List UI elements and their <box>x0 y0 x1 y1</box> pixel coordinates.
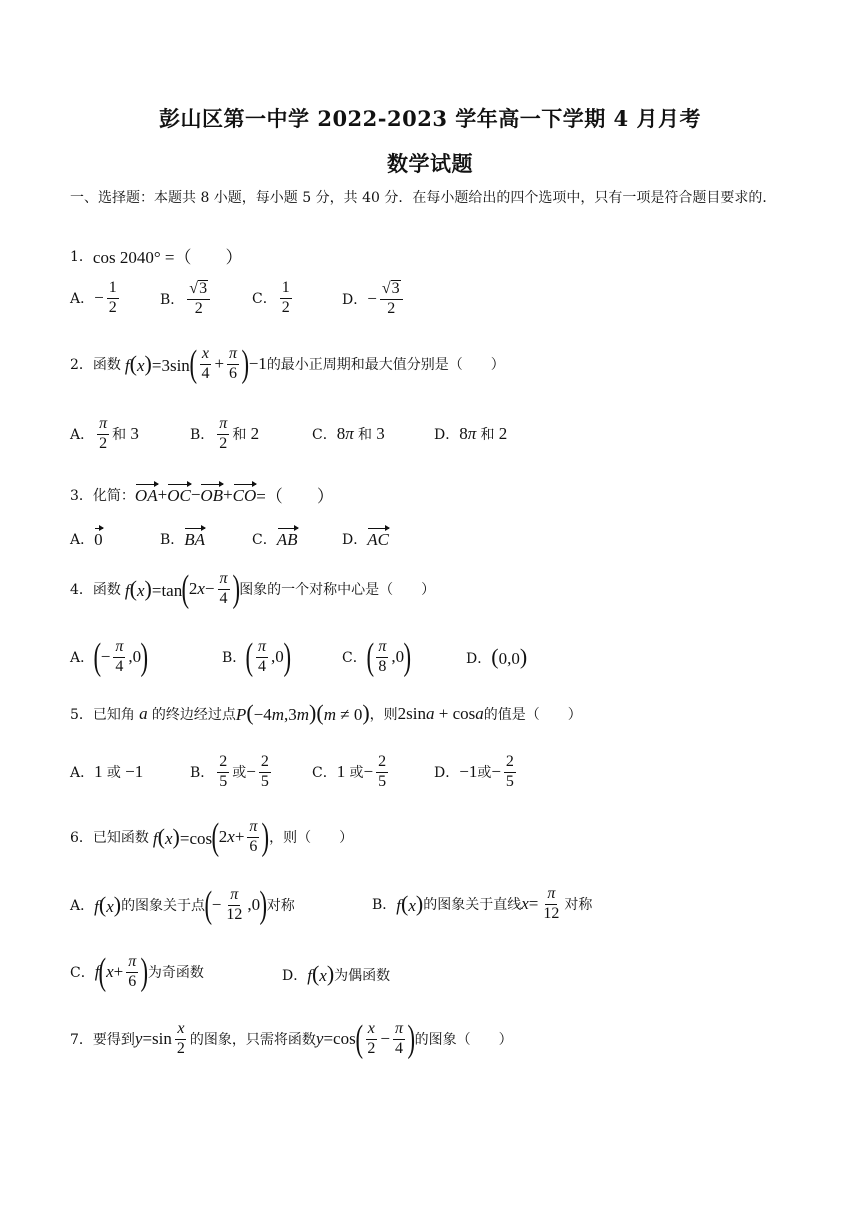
question-1-option-d: D． − √ 3 2 <box>342 280 406 318</box>
question-number: 7． <box>70 1032 93 1048</box>
stem-text: 的终边经过点 <box>151 706 236 723</box>
question-number: 3． <box>70 487 93 504</box>
option-text: 对称 <box>564 897 593 914</box>
option-label: B． <box>190 765 215 782</box>
option-label: C． <box>342 650 367 666</box>
question-6-option-b: B． f(x) 的图象关于直线 x = $\frac{\pi}{12}$ 对称 <box>372 885 593 922</box>
stem-text: =（ ） <box>256 487 334 506</box>
question-5-option-d: D． −1 或 − $\frac{2}{5}$ <box>434 753 514 790</box>
option-label: B． <box>190 427 215 444</box>
question-5-option-b: B． $\frac{2}{5}$ 或 − $\frac{2}{5}$ <box>190 753 269 790</box>
question-1-option-a: A． − $\frac{1}{2}$ <box>70 279 117 316</box>
question-number: 6． <box>70 830 93 846</box>
question-5-stem: 5． 已知角 a 的终边经过点 P(−4m,3m)(m ≠ 0) ，则 2sina + cosa 的值是（ ） <box>70 700 582 725</box>
option-text: 或 <box>477 765 492 782</box>
stem-text: 已知函数 <box>92 830 149 846</box>
option-text: 和 <box>232 427 247 444</box>
option-label: A． <box>70 898 95 914</box>
question-3-option-c: C． AB <box>252 527 298 550</box>
stem-text: ，则（ ） <box>269 830 354 846</box>
stem-text: 化简： <box>92 487 135 504</box>
option-label: A． <box>70 531 95 548</box>
section-intro: 一、选择题：本题共 8 小题，每小题 5 分，共 40 分．在每小题给出的四个选项中，只有一项是符合题目要求的． <box>70 190 777 206</box>
stem-text: 的图象（ ） <box>414 1032 513 1048</box>
option-label: D． <box>434 765 460 782</box>
option-text: 为奇函数 <box>147 965 204 981</box>
stem-text: 的值是（ ） <box>483 706 582 723</box>
question-2-stem: 2． 函数 f(x)=3sin ( $\frac{x}{4}$ + $\frac{\pi}{6}$ ) −1 的最小正周期和最大值分别是（ ） <box>70 343 505 385</box>
option-label: C． <box>312 427 337 443</box>
question-4-option-c: C． ( $\frac{\pi}{8}$ ,0 ) <box>342 636 412 678</box>
option-label: B． <box>222 650 247 666</box>
option-label: A． <box>70 765 95 781</box>
question-4-option-b: B． ( $\frac{\pi}{4}$ ,0 ) <box>222 636 291 678</box>
option-text: 为偶函数 <box>334 967 391 984</box>
option-label: C． <box>312 765 337 782</box>
question-1-option-c: C． $\frac{1}{2}$ <box>252 279 290 316</box>
option-label: A． <box>70 291 95 308</box>
option-label: D． <box>466 650 492 667</box>
question-3-stem: 3． 化简： OA + OC − OB + CO =（ ） <box>70 482 334 507</box>
stem-text: 已知角 <box>92 706 135 723</box>
question-3-option-d: D． AC <box>342 527 389 550</box>
question-5-option-a: A． 1 或 −1 <box>70 762 144 781</box>
question-1-stem <box>70 243 242 268</box>
question-number: 4． <box>70 582 93 598</box>
option-text: 的图象关于点 <box>121 898 206 914</box>
option-label: B． <box>160 291 185 308</box>
question-3-option-a: A． 0 <box>70 527 103 550</box>
stem-text: 的图象，只需将函数 <box>189 1032 316 1048</box>
question-1-option-b: B． √ 3 2 <box>160 280 213 318</box>
option-label: A． <box>70 650 95 666</box>
question-4-option-d: D． (0,0) <box>466 644 528 669</box>
option-text: 对称 <box>266 898 295 914</box>
question-4-option-a: A． ( − $\frac{\pi}{4}$ ,0 ) <box>70 636 149 678</box>
question-number: 2． <box>70 357 93 373</box>
stem-text: ，则 <box>369 706 398 723</box>
option-label: D． <box>342 291 368 308</box>
exam-subtitle: 数学试题 <box>387 151 473 176</box>
question-2-option-c: C． 8π 和 3 <box>312 424 385 443</box>
option-label: C． <box>252 291 277 308</box>
option-label: D． <box>342 531 368 548</box>
question-3-option-b: B． BA <box>160 527 205 550</box>
option-label: D． <box>434 427 460 443</box>
stem-text: 的最小正周期和最大值分别是（ ） <box>266 357 505 373</box>
option-label: A． <box>70 427 95 444</box>
question-1-expression: cos 2040° =（ ） <box>92 248 243 267</box>
question-6-option-a: A． f(x) 的图象关于点 ( − $\frac{\pi}{12}$ ,0 ) 对称 <box>70 884 295 926</box>
question-2-option-d: D． 8π 和 2 <box>434 424 508 443</box>
option-text: 或 <box>106 765 121 781</box>
option-label: B． <box>160 531 185 548</box>
exam-title: 彭山区第一中学 2022-2023 学年高一下学期 4 月月考 <box>159 106 701 131</box>
question-7-stem: 7． 要得到 y=sin $\frac{x}{2}$ 的图象，只需将函数 y=cos ( $\frac{x}{2}$ − $\frac{\pi}{4}$ ) 的图象（ ） <box>70 1018 513 1060</box>
option-label: B． <box>372 897 397 914</box>
question-2-option-b: B． $\frac{\pi}{2}$ 和 2 <box>190 415 260 452</box>
stem-text: 图象的一个对称中心是（ ） <box>239 582 436 598</box>
question-6-stem: 6． 已知函数 f(x)=cos ( 2x+ $\frac{\pi}{6}$ ) ，则（ ） <box>70 816 354 858</box>
question-5-option-c: C． 1 或 − $\frac{2}{5}$ <box>312 753 387 790</box>
stem-text: 函数 <box>92 582 121 598</box>
question-number: 5． <box>70 706 93 723</box>
option-label: C． <box>70 965 95 981</box>
stem-text: 要得到 <box>92 1032 135 1048</box>
option-label: C． <box>252 531 277 548</box>
option-text: 和 <box>112 427 127 444</box>
option-label: D． <box>282 967 308 984</box>
option-text: 或 <box>232 765 247 782</box>
option-text: 和 <box>358 427 372 443</box>
question-6-option-c: C． f ( x + $\frac{\pi}{6}$ ) 为奇函数 <box>70 951 204 993</box>
question-number: 1． <box>70 248 93 265</box>
option-text: 和 <box>480 427 495 443</box>
option-text: 或 <box>349 765 364 782</box>
question-2-option-a: A． $\frac{\pi}{2}$ 和 3 <box>70 415 139 452</box>
question-4-stem: 4． 函数 f(x)=tan ( 2x− $\frac{\pi}{4}$ ) 图象的一个对称中心是（ ） <box>70 568 436 610</box>
question-6-option-d: D． f(x) 为偶函数 <box>282 961 391 986</box>
option-text: 的图象关于直线 <box>423 897 522 914</box>
stem-text: 函数 <box>92 357 121 373</box>
